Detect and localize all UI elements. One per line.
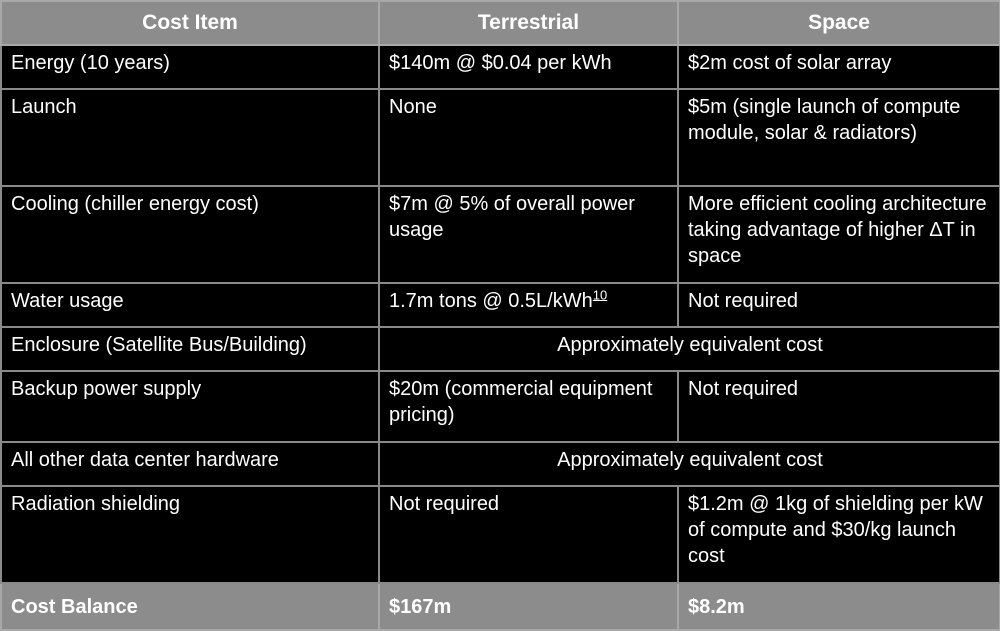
cell-cost-item: Cost Balance — [1, 583, 379, 630]
header-space: Space — [678, 1, 1000, 45]
cell-space: Not required — [678, 283, 1000, 327]
table-row — [1, 327, 1000, 371]
cell-cost-item: Enclosure (Satellite Bus/Building) — [1, 327, 379, 371]
header-terrestrial: Terrestrial — [379, 1, 678, 45]
cell-cost-item: Backup power supply — [1, 371, 379, 442]
cell-cost-item: Cooling (chiller energy cost) — [1, 186, 379, 283]
cell-terrestrial-text: 1.7m tons @ 0.5L/kWh — [389, 290, 593, 312]
header-row — [1, 1, 1000, 45]
cell-merged-equivalent: Approximately equivalent cost — [379, 327, 1000, 371]
cell-cost-item: All other data center hardware — [1, 442, 379, 486]
header-cost-item: Cost Item — [1, 1, 379, 45]
table-row — [1, 442, 1000, 486]
cell-cost-item: Radiation shielding — [1, 486, 379, 583]
footnote-ref[interactable]: 10 — [592, 287, 608, 303]
cell-terrestrial: $20m (commercial equipment pricing) — [379, 371, 678, 442]
cell-space: $1.2m @ 1kg of shielding per kW of compute and $30/kg launch cost — [678, 486, 1000, 583]
cell-cost-item: Water usage — [1, 283, 379, 327]
cost-balance-row — [1, 583, 1000, 630]
cell-space-total: $8.2m — [678, 583, 1000, 630]
cell-space: $5m (single launch of compute module, solar & radiators) — [678, 89, 1000, 186]
table-row — [1, 186, 1000, 283]
cell-space: $2m cost of solar array — [678, 45, 1000, 89]
table-row — [1, 89, 1000, 186]
table-row — [1, 45, 1000, 89]
cell-merged-equivalent: Approximately equivalent cost — [379, 442, 1000, 486]
cell-terrestrial: None — [379, 89, 678, 186]
cell-cost-item: Energy (10 years) — [1, 45, 379, 89]
cell-terrestrial-total: $167m — [379, 583, 678, 630]
cell-space: More efficient cooling architecture taking advantage of higher ΔT in space — [678, 186, 1000, 283]
cell-cost-item: Launch — [1, 89, 379, 186]
cell-terrestrial — [379, 283, 678, 327]
cell-space: Not required — [678, 371, 1000, 442]
cell-terrestrial: Not required — [379, 486, 678, 583]
cell-terrestrial: $7m @ 5% of overall power usage — [379, 186, 678, 283]
table-row — [1, 371, 1000, 442]
table-row — [1, 283, 1000, 327]
table-row — [1, 486, 1000, 583]
cell-terrestrial: $140m @ $0.04 per kWh — [379, 45, 678, 89]
